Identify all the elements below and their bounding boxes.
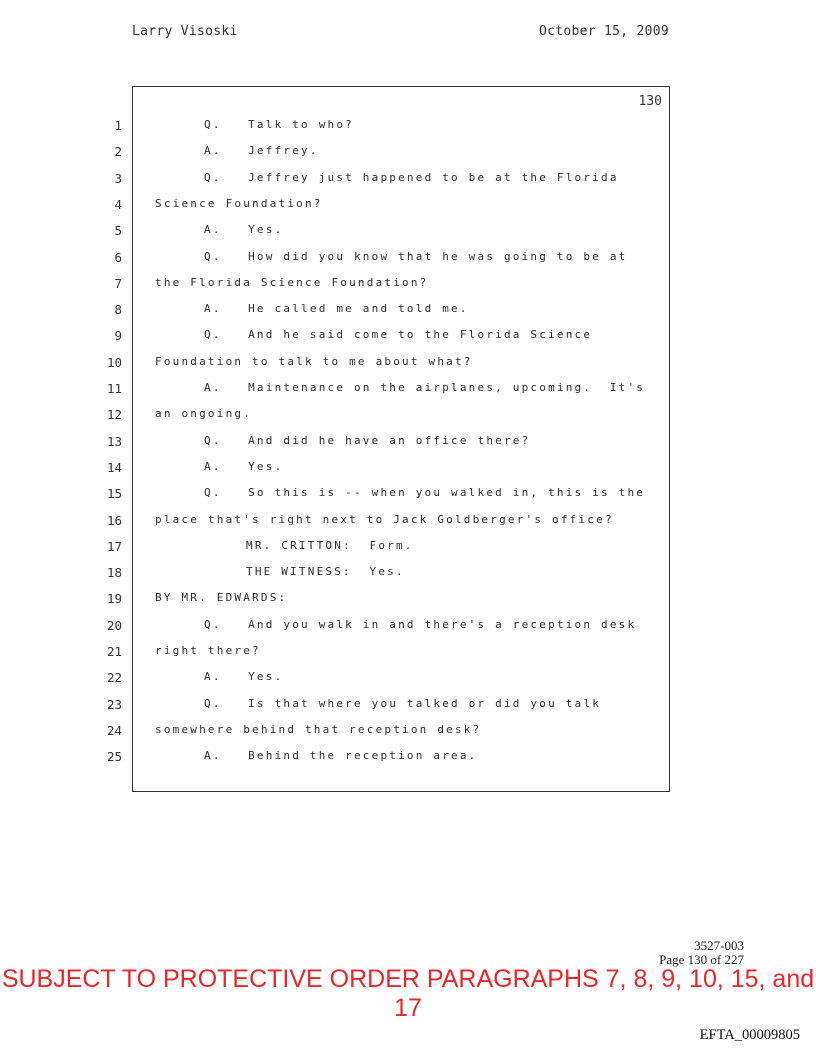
transcript-line [0, 376, 816, 401]
transcript-line [0, 639, 816, 664]
transcript-line [0, 744, 816, 769]
line-text: A. Maintenance on the airplanes, upcoming. It's [204, 381, 646, 394]
transcript-line [0, 297, 816, 322]
line-text: somewhere behind that reception desk? [155, 722, 482, 736]
line-number: 19 [106, 591, 122, 607]
line-number: 22 [106, 670, 122, 686]
bates-number: EFTA_00009805 [699, 1027, 800, 1043]
line-number: 24 [106, 722, 122, 738]
line-text: Q. How did you know that he was going to be at [204, 249, 628, 263]
line-text: A. Yes. [204, 223, 284, 237]
transcript-line [0, 192, 816, 217]
transcript-line [0, 271, 816, 296]
line-number: 5 [114, 223, 122, 239]
line-number: 8 [114, 302, 122, 318]
line-number: 2 [114, 144, 122, 160]
transcript-line [0, 718, 816, 743]
transcript-line [0, 113, 816, 138]
line-number: 1 [114, 118, 122, 133]
line-number: 17 [106, 538, 122, 554]
transcript-line [0, 429, 816, 454]
line-number: 3 [114, 170, 122, 186]
transcript-line [0, 508, 816, 533]
line-number: 10 [106, 354, 122, 370]
doc-code: 3527-003 [694, 938, 744, 953]
line-text: the Florida Science Foundation? [155, 275, 429, 289]
line-number: 11 [106, 381, 122, 396]
line-number: 23 [106, 696, 122, 712]
line-number: 6 [114, 249, 122, 265]
line-text: A. He called me and told me. [204, 302, 469, 316]
line-text: Q. And did he have an office there? [204, 433, 531, 447]
line-text: Q. Jeffrey just happened to be at the Florida [204, 170, 619, 184]
line-number: 4 [114, 196, 122, 212]
line-text: Q. And he said come to the Florida Science [204, 328, 593, 342]
line-text: A. Behind the reception area. [204, 749, 478, 763]
line-number: 20 [106, 617, 122, 633]
transcript-line [0, 481, 816, 506]
transcript-line [0, 166, 816, 191]
line-text: right there? [155, 644, 261, 657]
line-number: 18 [106, 565, 122, 581]
transcript-line [0, 218, 816, 243]
transcript-line [0, 560, 816, 585]
transcript-line [0, 613, 816, 638]
line-text: A. Jeffrey. [204, 144, 319, 158]
line-text: place that's right next to Jack Goldberger's office? [155, 512, 614, 526]
transcript-line [0, 665, 816, 690]
line-number: 21 [106, 644, 122, 659]
line-number: 9 [114, 328, 122, 344]
transcript-page-number: 130 [638, 94, 662, 109]
transcript-line [0, 534, 816, 559]
line-number: 25 [106, 749, 122, 765]
line-text: A. Yes. [204, 459, 284, 473]
transcript-line [0, 692, 816, 717]
transcript-line [0, 139, 816, 164]
line-text: Q. So this is -- when you walked in, this is the [204, 486, 646, 500]
line-text: BY MR. EDWARDS: [155, 591, 288, 605]
protective-order-stamp: SUBJECT TO PROTECTIVE ORDER PARAGRAPHS 7, 8, 9, 10, 15, and 17 [1, 965, 815, 1022]
line-number: 13 [106, 433, 122, 449]
transcript-line [0, 323, 816, 348]
line-text: Q. Talk to who? [204, 118, 354, 131]
line-text: Foundation to talk to me about what? [155, 354, 473, 368]
header-witness-name: Larry Visoski [132, 24, 238, 39]
line-number: 16 [106, 512, 122, 528]
line-text: an ongoing. [155, 407, 253, 421]
transcript-line [0, 402, 816, 427]
line-text: Q. Is that where you talked or did you talk [204, 696, 602, 710]
line-number: 14 [106, 459, 122, 475]
line-text: A. Yes. [204, 670, 284, 684]
transcript-line [0, 245, 816, 270]
line-text: THE WITNESS: Yes. [246, 565, 405, 579]
line-text: Q. And you walk in and there's a reception desk [204, 617, 637, 631]
line-number: 12 [106, 407, 122, 423]
line-text: Science Foundation? [155, 196, 323, 210]
page-of: Page 130 of 227 [659, 952, 744, 967]
transcript-line [0, 586, 816, 611]
line-number: 7 [114, 275, 122, 291]
transcript-line [0, 350, 816, 375]
footer-page-info [659, 939, 744, 967]
transcript-line [0, 455, 816, 480]
header-date: October 15, 2009 [539, 24, 670, 39]
line-number: 15 [106, 486, 122, 502]
line-text: MR. CRITTON: Form. [246, 538, 414, 552]
